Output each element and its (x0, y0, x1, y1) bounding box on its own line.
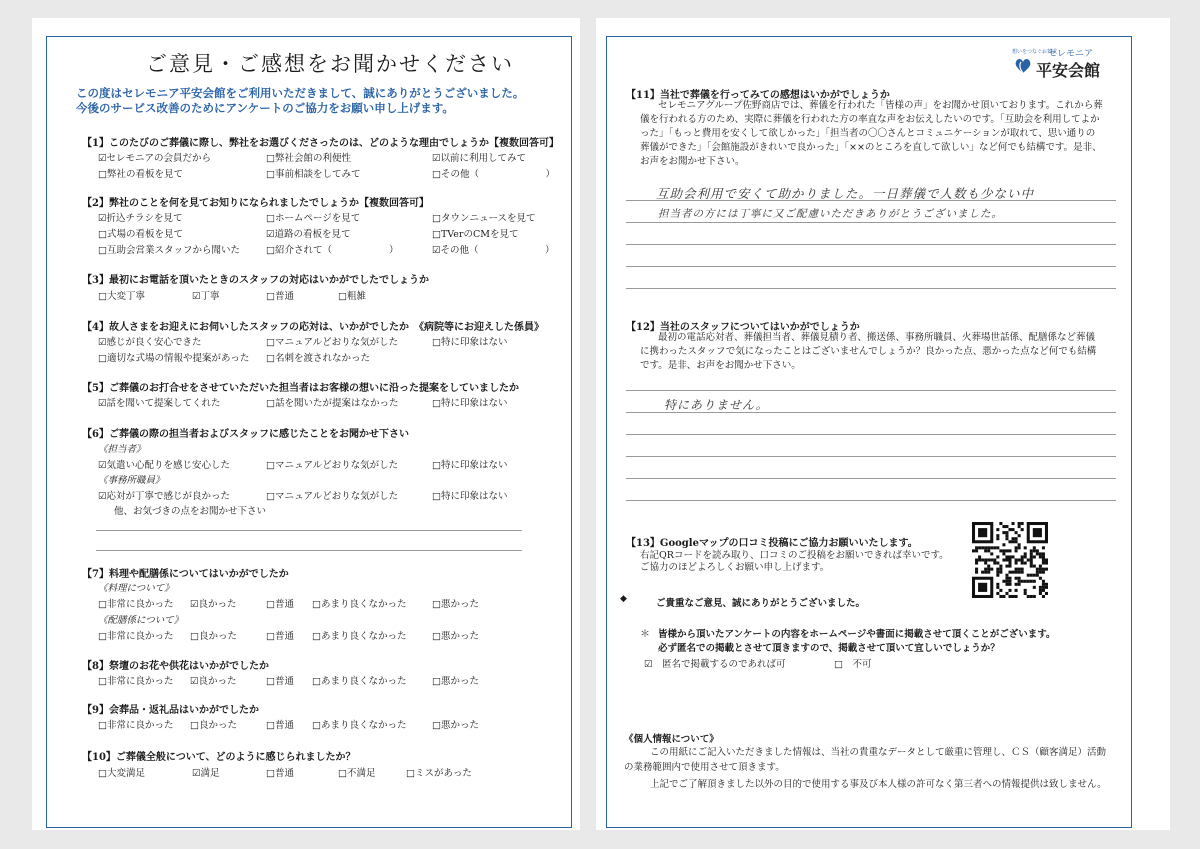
q12-answer-line[interactable] (626, 478, 1116, 479)
q13-label: 【13】Googleマップの口コミ投稿にご協力お願いいたします。 (626, 538, 918, 549)
q6-opt[interactable]: ☑気遣い心配りを感じ安心した (98, 460, 231, 471)
q9-opt[interactable]: □非常に良かった (98, 720, 174, 731)
q4-opt[interactable]: □名刺を渡されなかった (266, 353, 370, 364)
q5-opt[interactable]: ☑話を聞いて提案してくれた (98, 398, 221, 409)
heart-leaf-icon (1014, 58, 1032, 74)
q10-opt[interactable]: □ミスがあった (406, 768, 472, 779)
q2-opt[interactable]: □ホームページを見て (266, 213, 361, 224)
q2-opt[interactable]: □式場の看板を見て (98, 229, 183, 240)
publish-deny-option[interactable]: □ 不可 (834, 659, 872, 670)
q7-label: 【7】料理や配膳係についてはいかがでしたか (82, 569, 289, 580)
q3-opt[interactable]: □粗雑 (338, 291, 366, 302)
publish-allow-option[interactable]: ☑ 匿名で掲載するのであれば可 (644, 659, 786, 670)
q7-opt[interactable]: □あまり良くなかった (312, 631, 407, 642)
q2-opt[interactable]: ☑道路の看板を見て (266, 229, 351, 240)
intro-line-2: 今後のサービス改善のためにアンケートのご協力をお願い申し上げます。 (76, 101, 454, 115)
logo-name: 平安会館 (1036, 61, 1101, 80)
q8-opt[interactable]: □あまり良くなかった (312, 676, 407, 687)
q1-label: 【1】このたびのご葬儀に際し、弊社をお選びくださったのは、どのような理由でしょうか【複数回答可】 (82, 138, 559, 149)
q7-opt[interactable]: □悪かった (432, 599, 479, 610)
q2-opt[interactable]: □タウンニュースを見て (432, 213, 536, 224)
q6-answer-line[interactable] (96, 530, 522, 531)
q9-opt[interactable]: □悪かった (432, 720, 479, 731)
q12-label: 【12】当社のスタッフについてはいかがでしょうか (626, 322, 860, 333)
q13-body-2: ご協力のほどよろしくお願い申し上げます。 (640, 562, 830, 573)
q7-opt[interactable]: □普通 (266, 631, 294, 642)
q1-opt[interactable]: □弊社の看板を見て (98, 169, 183, 180)
q9-opt[interactable]: □良かった (190, 720, 237, 731)
q9-opt[interactable]: □普通 (266, 720, 294, 731)
q1-opt[interactable]: □その他（ ） (432, 169, 555, 180)
q8-label: 【8】祭壇のお花や供花はいかがでしたか (82, 661, 269, 672)
q9-label: 【9】会葬品・返礼品はいかがでしたか (82, 705, 259, 716)
q10-label: 【10】ご葬儀全般について、どのように感じられましたか？ (82, 752, 356, 763)
q10-opt[interactable]: □普通 (266, 768, 294, 779)
q12-answer-line[interactable] (626, 500, 1116, 501)
q7-sub-servers: 《配膳係について》 (98, 615, 184, 626)
q6-answer-line[interactable] (96, 550, 522, 551)
q2-label: 【2】弊社のことを何を見てお知りになられましたでしょうか【複数回答可】 (82, 198, 429, 209)
q1-opt[interactable]: □弊社会館の利便性 (266, 153, 351, 164)
q11-answer-line[interactable] (626, 244, 1116, 245)
publish-text-2: 必ず匿名での掲載とさせて頂きますので、掲載させて頂いて宜しいでしょうか？ (658, 643, 1000, 654)
publish-text-1: 皆様から頂いたアンケートの内容をホームページや書面に掲載させて頂くことがございます。 (658, 629, 1056, 640)
q2-opt[interactable]: ☑折込チラシを見て (98, 213, 183, 224)
q5-opt[interactable]: □話を聞いたが提案はなかった (266, 398, 399, 409)
q10-opt[interactable]: □不満足 (338, 768, 376, 779)
q10-opt[interactable]: ☑満足 (192, 768, 220, 779)
q6-label: 【6】ご葬儀の際の担当者およびスタッフに感じたことをお聞かせ下さい (82, 429, 409, 440)
q4-opt[interactable]: ☑感じが良く安心できた (98, 337, 202, 348)
q7-opt[interactable]: □あまり良くなかった (312, 599, 407, 610)
q1-opt[interactable]: ☑セレモニアの会員だから (98, 153, 212, 164)
q7-opt[interactable]: □悪かった (432, 631, 479, 642)
q2-opt[interactable]: □紹介されて（ ） (266, 245, 399, 256)
q9-opt[interactable]: □あまり良くなかった (312, 720, 407, 731)
q1-opt[interactable]: □事前相談をしてみて (266, 169, 361, 180)
q6-opt[interactable]: □マニュアルどおりな気がした (266, 460, 399, 471)
q6-opt[interactable]: □マニュアルどおりな気がした (266, 491, 399, 502)
q3-opt[interactable]: □普通 (266, 291, 294, 302)
logo-brand: セレモニア (1048, 49, 1094, 59)
q7-opt[interactable]: □良かった (190, 631, 237, 642)
q7-opt[interactable]: ☑良かった (190, 599, 237, 610)
q4-opt[interactable]: □マニュアルどおりな気がした (266, 337, 399, 348)
q2-opt[interactable]: ☑その他（ ） (432, 245, 555, 256)
q5-label: 【5】ご葬儀のお打合せをさせていただいた担当者はお客様の想いに沿った提案をしていましたか (82, 383, 519, 394)
q6-other-label: 他、お気づきの点をお聞かせ下さい (114, 506, 267, 517)
q5-opt[interactable]: □特に印象はない (432, 398, 508, 409)
q2-opt[interactable]: □互助会営業スタッフから聞いた (98, 245, 240, 256)
page-title: ご意見・ご感想をお聞かせください (146, 52, 514, 76)
qr-code[interactable] (972, 522, 1048, 598)
logo-tagline: 想いをつなぐお葬式 (1012, 49, 1058, 55)
q12-answer-line[interactable] (626, 456, 1116, 457)
q1-opt[interactable]: ☑以前に利用してみて (432, 153, 527, 164)
q11-handwritten-line-2: 担当者の方には丁寧に又ご配慮いただきありがとうございました。 (658, 208, 1003, 220)
q4-opt[interactable]: □特に印象はない (432, 337, 508, 348)
q6-sub-staff: 《担当者》 (98, 444, 146, 455)
diamond-icon: ◆ (620, 594, 627, 604)
intro-line-1: この度はセレモニア平安会館をご利用いただきまして、誠にありがとうございました。 (76, 86, 525, 100)
q12-answer-line[interactable] (626, 390, 1116, 391)
q6-sub-office: 《事務所職員》 (98, 475, 165, 486)
q8-opt[interactable]: ☑良かった (190, 676, 237, 687)
q11-body: セレモニアグループ佐野商店では、葬儀を行われた「皆様の声」をお聞かせ頂いております。これから葬儀を行われる方のため、実際に葬儀を行われた方の率直な声をお伝えしたいのです。「互助会を利用してよかった」「もっと費用を安くして欲しかった」「担当者の〇〇さんとコミュニケーションが取れて、思い通りの葬儀ができた」「会館施設がきれいで良かった」「××のところを直して欲しい」など何でも結構です。是非、お声をお聞かせ下さい。 (640, 100, 1103, 167)
q11-answer-line[interactable] (626, 266, 1116, 267)
q10-opt[interactable]: □大変満足 (98, 768, 145, 779)
q6-opt[interactable]: ☑応対が丁寧で感じが良かった (98, 491, 231, 502)
q11-handwritten-line-1: 互助会利用で安くて助かりました。一日葬儀で人数も少ない中 (656, 186, 1035, 201)
q11-label: 【11】当社で葬儀を行ってみての感想はいかがでしょうか (626, 90, 890, 101)
q12-body: 最初の電話応対者、葬儀担当者、葬儀見積り者、搬送係、事務所職員、火葬場世話係、配膳係など葬儀に携わったスタッフで気になったことはございませんでしょうか？良かった点、悪かった点など何でも結構です。是非、お声をお聞かせ下さい。 (640, 332, 1097, 371)
q6-opt[interactable]: □特に印象はない (432, 491, 508, 502)
q3-opt[interactable]: ☑丁寧 (192, 291, 220, 302)
q11-answer-line[interactable] (626, 288, 1116, 289)
q8-opt[interactable]: □非常に良かった (98, 676, 174, 687)
q7-opt[interactable]: □非常に良かった (98, 631, 174, 642)
privacy-text-1: この用紙にご記入いただきました情報は、当社の貴重なデータとして厳重に管理し、ＣＳ（顧客満足）活動の業務範囲内で使用させて頂きます。 (624, 747, 1107, 773)
q11-answer-line[interactable] (626, 222, 1116, 223)
q4-label: 【4】故人さまをお迎えにお伺いしたスタッフの応対は、いかがでしたか 《病院等にお迎えした係員》 (82, 322, 544, 333)
q6-opt[interactable]: □特に印象はない (432, 460, 508, 471)
q7-sub-food: 《料理について》 (98, 583, 174, 594)
asterisk-icon: ＊ (640, 629, 650, 640)
q3-opt[interactable]: □大変丁寧 (98, 291, 145, 302)
q8-opt[interactable]: □普通 (266, 676, 294, 687)
q4-opt[interactable]: □適切な式場の情報や提案があった (98, 353, 250, 364)
q13-body-1: 右記QRコードを読み取り、口コミのご投稿をお願いできれば幸いです。 (640, 550, 949, 561)
q12-handwritten-answer: 特にありません。 (664, 398, 769, 412)
q3-label: 【3】最初にお電話を頂いたときのスタッフの対応はいかがでしたでしょうか (82, 275, 429, 286)
privacy-text-2: 上記でご了解頂きました以外の目的で使用する事及び本人様の許可なく第三者への情報提供は致しません。 (650, 779, 1107, 790)
q2-opt[interactable]: □TVerのCMを見て (432, 229, 519, 240)
q8-opt[interactable]: □悪かった (432, 676, 479, 687)
thanks-text: ご貴重なご意見、誠にありがとうございました。 (656, 598, 866, 609)
privacy-title: 《個人情報について》 (624, 734, 719, 745)
q12-answer-line[interactable] (626, 434, 1116, 435)
q7-opt[interactable]: □非常に良かった (98, 599, 174, 610)
q7-opt[interactable]: □普通 (266, 599, 294, 610)
